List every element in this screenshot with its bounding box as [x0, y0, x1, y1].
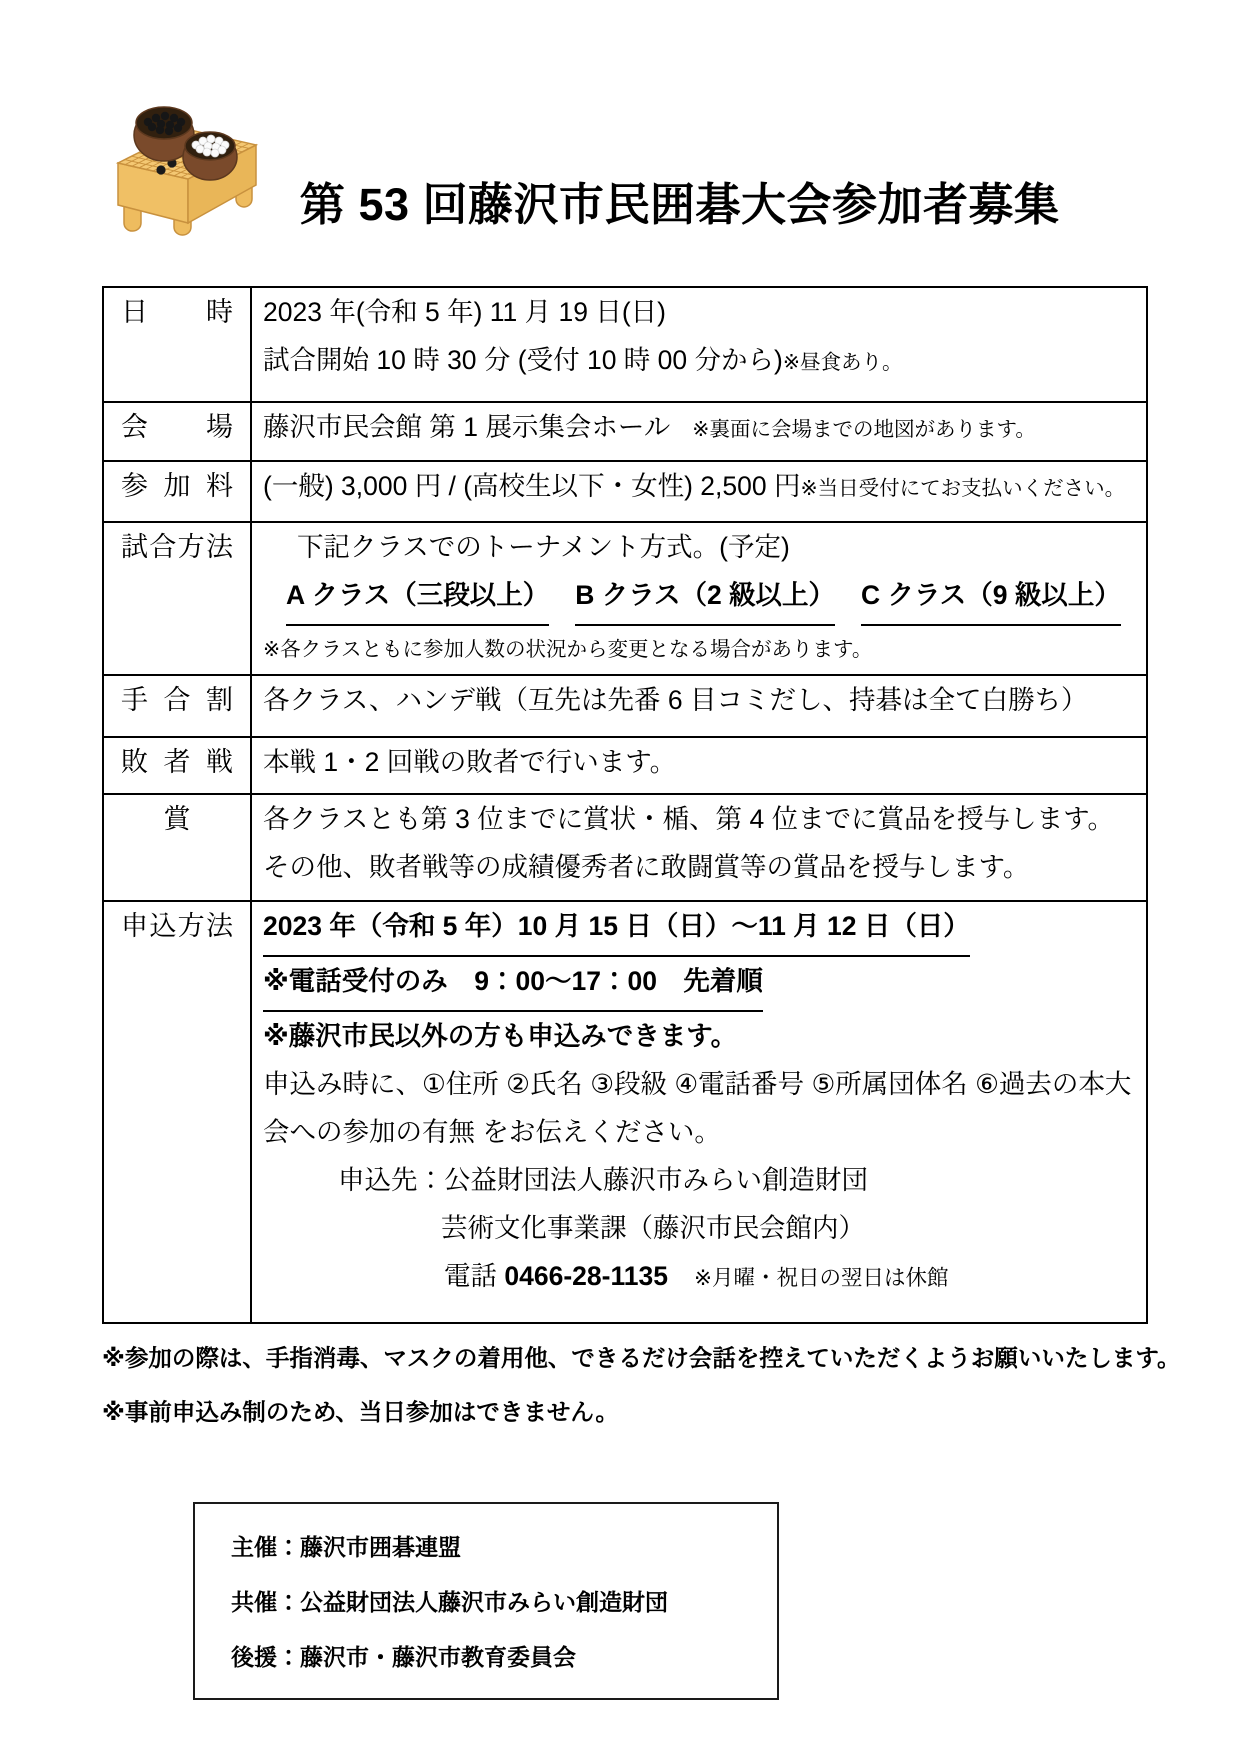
application-period: 2023 年（令和 5 年）10 月 15 日（日）～11 月 12 日（日）	[263, 902, 1146, 957]
table-row-venue	[103, 402, 1147, 461]
application-non-resident: ※藤沢市民以外の方も申込みできます。	[263, 1021, 738, 1051]
row-value-format	[251, 522, 1147, 675]
telephone-number: 0466-28-1135	[504, 1261, 668, 1291]
row-label-prizes: 賞	[103, 794, 251, 901]
go-board-icon	[88, 84, 260, 238]
covid-note: ※参加の際は、手指消毒、マスクの着用他、できるだけ会話を控えていただくようお願いいたします。	[102, 1345, 1181, 1371]
class-c: C クラス（9 級以上）	[861, 571, 1121, 626]
row-value-venue	[251, 402, 1147, 461]
table-row-format	[103, 522, 1147, 675]
row-label-consolation: 敗者戦	[103, 737, 251, 794]
row-value-handicap	[251, 675, 1147, 737]
consolation-text: 本戦 1・2 回戦の敗者で行います。	[263, 747, 677, 777]
closed-days-note: ※月曜・祝日の翌日は休館	[693, 1266, 949, 1290]
map-note: ※裏面に会場までの地図があります。	[692, 418, 1036, 441]
row-label-venue: 会場	[103, 402, 251, 461]
application-telephone: 電話 0466-28-1135 ※月曜・祝日の翌日は休館	[444, 1261, 949, 1291]
prizes-line1: 各クラスとも第 3 位までに賞状・楯、第 4 位までに賞品を授与します。	[263, 804, 1115, 834]
page-title: 第 53 回藤沢市民囲碁大会参加者募集	[300, 179, 1060, 231]
table-row-fee	[103, 461, 1147, 522]
organizer-cohost: 共催：公益財団法人藤沢市みらい創造財団	[231, 1589, 668, 1615]
application-items2: 会への参加の有無 をお伝えください。	[263, 1117, 721, 1147]
application-items1: 申込み時に、①住所 ②氏名 ③段級 ④電話番号 ⑤所属団体名 ⑥過去の本大	[263, 1069, 1132, 1099]
organizer-host: 主催：藤沢市囲碁連盟	[231, 1534, 461, 1560]
white-stone-bowl-icon	[183, 132, 237, 180]
row-value-consolation	[251, 737, 1147, 794]
fee-text: (一般) 3,000 円 / (高校生以下・女性) 2,500 円※当日受付にてお支払いください。	[263, 471, 1126, 501]
row-value-fee	[251, 461, 1147, 522]
footer-notes	[102, 1331, 1182, 1439]
fee-note: ※当日受付にてお支払いください。	[800, 477, 1126, 500]
prizes-line2: その他、敗者戦等の成績優秀者に敢闘賞等の賞品を授与します。	[263, 852, 1030, 882]
table-row-application	[103, 901, 1147, 1323]
row-label-format: 試合方法	[103, 522, 251, 675]
row-label-datetime: 日時	[103, 287, 251, 402]
class-b: B クラス（2 級以上）	[575, 571, 835, 626]
datetime-date: 2023 年(令和 5 年) 11 月 19 日(日)	[263, 297, 667, 327]
row-label-fee: 参加料	[103, 461, 251, 522]
table-row-prizes	[103, 794, 1147, 901]
row-value-datetime	[251, 287, 1147, 402]
row-value-prizes	[251, 794, 1147, 901]
tournament-info-table	[102, 286, 1148, 1324]
format-classes	[263, 571, 1146, 626]
application-phone-only: ※電話受付のみ 9：00～17：00 先着順	[263, 957, 1146, 1012]
organizer-support: 後援：藤沢市・藤沢市教育委員会	[231, 1644, 576, 1670]
handicap-text: 各クラス、ハンデ戦（互先は先番 6 目コミだし、持碁は全て白勝ち）	[263, 685, 1088, 715]
advance-application-note: ※事前申込み制のため、当日参加はできません。	[102, 1399, 619, 1425]
application-destination2: 芸術文化事業課（藤沢市民会館内）	[441, 1213, 865, 1243]
lunch-note: ※昼食あり。	[782, 351, 903, 374]
venue-text: 藤沢市民会館 第 1 展示集会ホール ※裏面に会場までの地図があります。	[263, 412, 1036, 442]
row-label-application: 申込方法	[103, 901, 251, 1323]
application-destination1: 申込先：公益財団法人藤沢市みらい創造財団	[338, 1165, 868, 1195]
table-row-datetime	[103, 287, 1147, 402]
table-row-handicap	[103, 675, 1147, 737]
format-intro: 下記クラスでのトーナメント方式。(予定)	[297, 532, 790, 562]
class-a: A クラス（三段以上）	[286, 571, 549, 626]
organizers-box	[193, 1502, 779, 1700]
row-value-application	[251, 901, 1147, 1323]
black-stone-icon	[156, 165, 165, 174]
datetime-time: 試合開始 10 時 30 分 (受付 10 時 00 分から)※昼食あり。	[263, 345, 903, 375]
table-row-consolation	[103, 737, 1147, 794]
format-note: ※各クラスともに参加人数の状況から変更となる場合があります。	[263, 638, 873, 661]
row-label-handicap: 手合割	[103, 675, 251, 737]
